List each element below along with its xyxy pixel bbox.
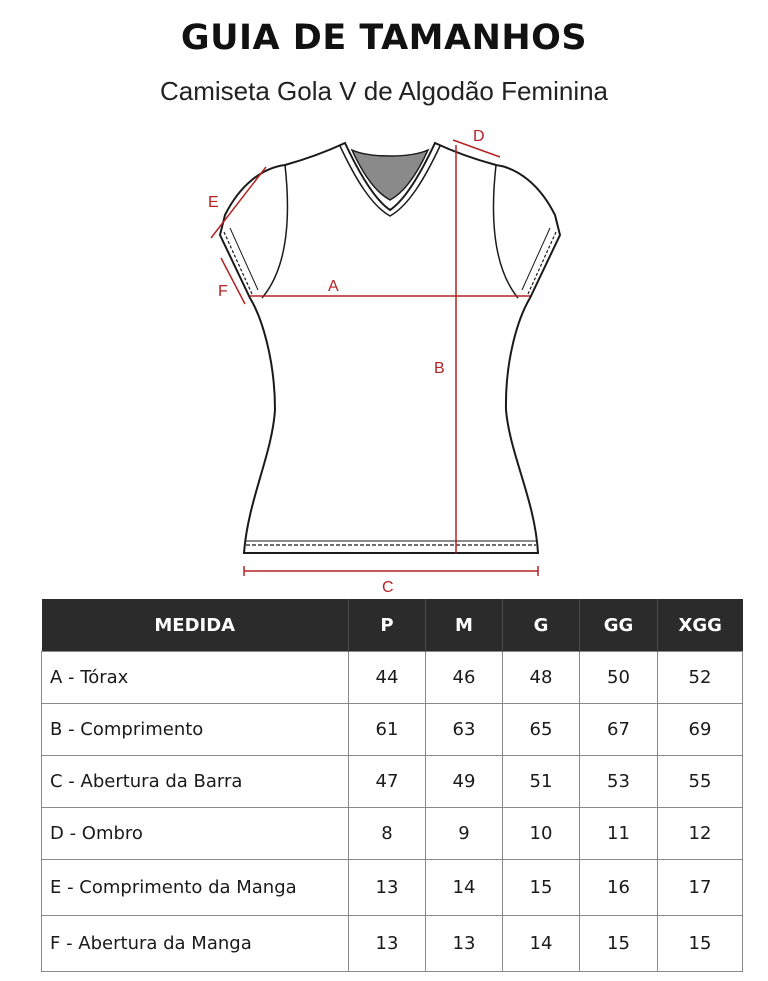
table-row (42, 704, 743, 756)
cell-value: 9 (426, 808, 503, 860)
size-table (41, 599, 743, 972)
tshirt-outline (220, 143, 560, 553)
page-subtitle: Camiseta Gola V de Algodão Feminina (159, 76, 609, 106)
label-f: F (218, 283, 228, 300)
cell-value: 44 (349, 652, 426, 704)
table-row (42, 756, 743, 808)
cell-value: 52 (658, 652, 743, 704)
cell-value: 61 (349, 704, 426, 756)
cell-value: 11 (580, 808, 658, 860)
cell-value: 55 (658, 756, 743, 808)
cell-value: 46 (426, 652, 503, 704)
label-c: C (382, 579, 394, 596)
cell-value: 13 (349, 916, 426, 972)
header-medida: MEDIDA (42, 599, 349, 652)
cell-value: 15 (580, 916, 658, 972)
cell-value: 15 (658, 916, 743, 972)
cell-value: 15 (503, 860, 580, 916)
cell-value: 67 (580, 704, 658, 756)
cell-value: 14 (426, 860, 503, 916)
cell-value: 10 (503, 808, 580, 860)
table-row (42, 808, 743, 860)
row-label: A - Tórax (42, 652, 349, 704)
cell-value: 8 (349, 808, 426, 860)
header-size-g: G (503, 599, 580, 652)
header-size-xgg: XGG (658, 599, 743, 652)
cell-value: 63 (426, 704, 503, 756)
label-e: E (208, 194, 219, 211)
cell-value: 16 (580, 860, 658, 916)
cell-value: 17 (658, 860, 743, 916)
cell-value: 13 (349, 860, 426, 916)
cell-value: 14 (503, 916, 580, 972)
cell-value: 12 (658, 808, 743, 860)
cell-value: 47 (349, 756, 426, 808)
page-title: GUIA DE TAMANHOS (180, 18, 588, 58)
cell-value: 53 (580, 756, 658, 808)
cell-value: 49 (426, 756, 503, 808)
header-size-gg: GG (580, 599, 658, 652)
label-b: B (434, 360, 445, 377)
row-label: D - Ombro (42, 808, 349, 860)
tshirt-diagram (0, 120, 768, 600)
table-row (42, 652, 743, 704)
cell-value: 48 (503, 652, 580, 704)
table-header-row (42, 599, 743, 652)
cell-value: 69 (658, 704, 743, 756)
cell-value: 13 (426, 916, 503, 972)
row-label: E - Comprimento da Manga (42, 860, 349, 916)
table-row (42, 860, 743, 916)
header-size-p: P (349, 599, 426, 652)
cell-value: 51 (503, 756, 580, 808)
cell-value: 50 (580, 652, 658, 704)
label-d: D (473, 128, 485, 145)
row-label: B - Comprimento (42, 704, 349, 756)
row-label: C - Abertura da Barra (42, 756, 349, 808)
table-row (42, 916, 743, 972)
tshirt-svg (0, 120, 768, 600)
cell-value: 65 (503, 704, 580, 756)
row-label: F - Abertura da Manga (42, 916, 349, 972)
header-size-m: M (426, 599, 503, 652)
label-a: A (328, 278, 339, 295)
